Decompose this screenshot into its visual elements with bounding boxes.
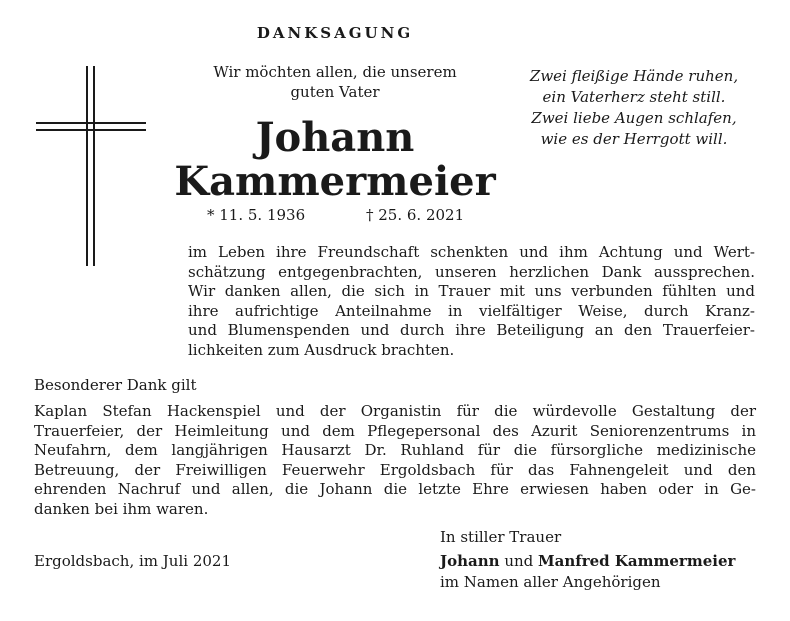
heading-danksagung: DANKSAGUNG [256, 24, 414, 42]
thanks-paragraph [188, 243, 755, 360]
paragraph-line: ehrenden Nachruf und allen, die Johann die letzte Ehre erwiesen haben oder in Ge- [34, 480, 756, 498]
paragraph-line: Kaplan Stefan Hackenspiel und der Organistin für die würdevolle Gestaltung der [34, 402, 756, 420]
paragraph-line: lichkeiten zum Ausdruck brachten. [188, 340, 455, 359]
intro-line: Wir möchten allen, die unserem [213, 63, 457, 81]
paragraph-line: im Leben ihre Freundschaft schenkten und ihm Achtung und Wert- [188, 243, 755, 261]
poem [500, 66, 768, 150]
place-date: Ergoldsbach, im Juli 2021 [34, 552, 231, 570]
signer-first: Johann [440, 552, 500, 570]
poem-line: ein Vaterherz steht still. [542, 88, 726, 106]
poem-line: wie es der Herrgott will. [540, 130, 728, 148]
birth-date: * 11. 5. 1936 [207, 206, 306, 224]
signer-second: Manfred Kammermeier [538, 552, 736, 570]
deceased-first-name: Johann [255, 114, 415, 161]
paragraph-line: Neufahrn, dem langjährigen Hausarzt Dr. Ruhland für die fürsorgliche medizinische [34, 441, 756, 459]
paragraph-line: Trauerfeier, der Heimleitung und dem Pflegepersonal des Azurit Seniorenzentrums in [34, 421, 756, 440]
special-thanks-paragraph [34, 402, 756, 519]
in-grief-label: In stiller Trauer [440, 528, 562, 546]
paragraph-line: ihre aufrichtige Anteilnahme in vielfältiger Weise, durch Kranz- [188, 301, 755, 320]
cross-icon [36, 66, 146, 266]
paragraph-line: Wir danken allen, die sich in Trauer mit uns verbunden fühlten und [188, 282, 755, 300]
paragraph-line: schätzung entgegenbrachten, unseren herzlichen Dank aussprechen. [188, 262, 755, 281]
poem-line: Zwei fleißige Hände ruhen, [529, 67, 739, 85]
special-thanks-label: Besonderer Dank gilt [34, 376, 197, 394]
signer-and: und [504, 552, 534, 570]
paragraph-line: Betreuung, der Freiwilligen Feuerwehr Ergoldsbach für das Fahnengeleit und den [34, 460, 756, 479]
paragraph-line: und Blumenspenden und durch ihre Beteiligung an den Trauerfeier- [188, 321, 755, 339]
paragraph-line: danken bei ihm waren. [34, 499, 209, 518]
signers [440, 551, 735, 571]
intro-line: guten Vater [290, 83, 380, 101]
poem-line: Zwei liebe Augen schlafen, [531, 109, 737, 127]
deceased-last-name: Kammermeier [174, 158, 496, 205]
family-line: im Namen aller Angehörigen [440, 573, 661, 591]
intro-text [190, 62, 480, 102]
death-date: † 25. 6. 2021 [366, 206, 465, 224]
